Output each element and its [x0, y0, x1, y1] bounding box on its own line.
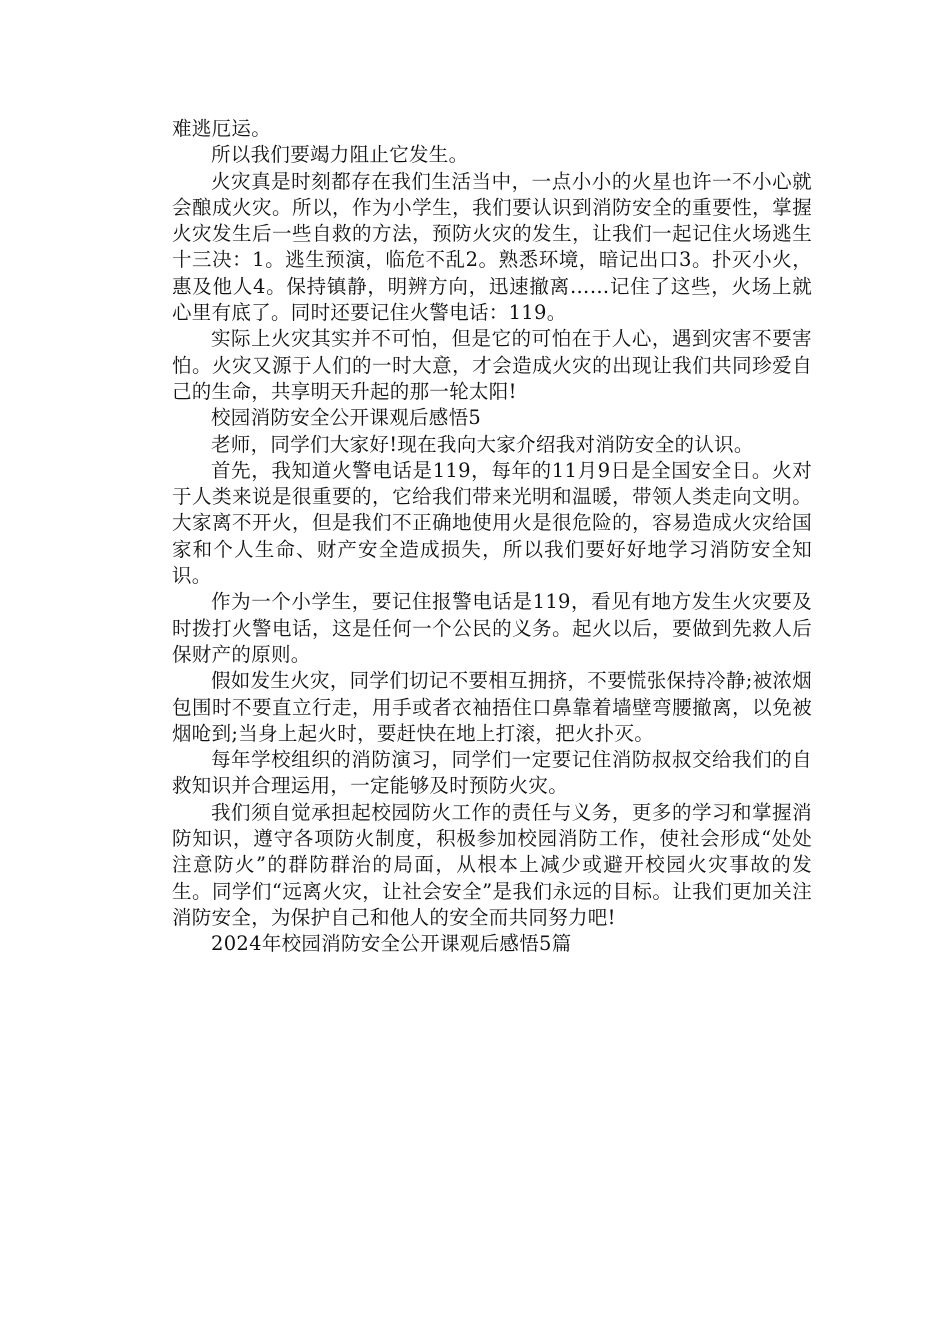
paragraph: 假如发生火灾，同学们切记不要相互拥挤，不要慌张保持冷静;被浓烟包围时不要直立行走，用手或者衣袖捂住口鼻靠着墙壁弯腰撤离，以免被烟呛到;当身上起火时，要赶快在地上打滚，把火扑灭。	[172, 669, 812, 745]
paragraph: 老师，同学们大家好!现在我向大家介绍我对消防安全的认识。	[211, 432, 754, 456]
paragraph: 所以我们要竭力阻止它发生。	[211, 143, 469, 167]
paragraph: 我们须自觉承担起校园防火工作的责任与义务，更多的学习和掌握消防知识，遵守各项防火制度，积极参加校园消防工作，使社会形成“处处注意防火”的群防群治的局面，从根本上减少或避开校园火灾事故的发生。同学们“远离火灾，让社会安全”是我们永远的目标。让我们更加关注消防安全，为保护自己和他人的安全而共同努力吧!	[172, 800, 812, 929]
document-footer-title: 2024年校园消防安全公开课观后感悟5篇	[211, 932, 572, 956]
document-body	[172, 116, 812, 958]
paragraph-continuation: 难逃厄运。	[172, 117, 272, 140]
paragraph: 每年学校组织的消防演习，同学们一定要记住消防叔叔交给我们的自救知识并合理运用，一定能够及时预防火灾。	[172, 748, 812, 798]
section-heading: 校园消防安全公开课观后感悟5	[211, 406, 482, 430]
paragraph: 实际上火灾其实并不可怕，但是它的可怕在于人心，遇到灾害不要害怕。火灾又源于人们的一时大意，才会造成火灾的出现让我们共同珍爱自己的生命，共享明天升起的那一轮太阳!	[172, 327, 812, 403]
paragraph: 作为一个小学生，要记住报警电话是119，看见有地方发生火灾要及时拨打火警电话，这是任何一个公民的义务。起火以后，要做到先救人后保财产的原则。	[172, 590, 812, 666]
paragraph: 火灾真是时刻都存在我们生活当中，一点小小的火星也许一不小心就会酿成火灾。所以，作为小学生，我们要认识到消防安全的重要性，掌握火灾发生后一些自救的方法，预防火灾的发生，让我们一起记住火场逃生十三决：1。逃生预演，临危不乱2。熟悉环境，暗记出口3。扑灭小火，惠及他人4。保持镇静，明辨方向，迅速撤离……记住了这些，火场上就心里有底了。同时还要记住火警电话：119。	[172, 169, 812, 325]
paragraph: 首先，我知道火警电话是119，每年的11月9日是全国安全日。火对于人类来说是很重要的，它给我们带来光明和温暖，带领人类走向文明。大家离不开火，但是我们不正确地使用火是很危险的，容易造成火灾给国家和个人生命、财产安全造成损失，所以我们要好好地学习消防安全知识。	[172, 458, 812, 588]
